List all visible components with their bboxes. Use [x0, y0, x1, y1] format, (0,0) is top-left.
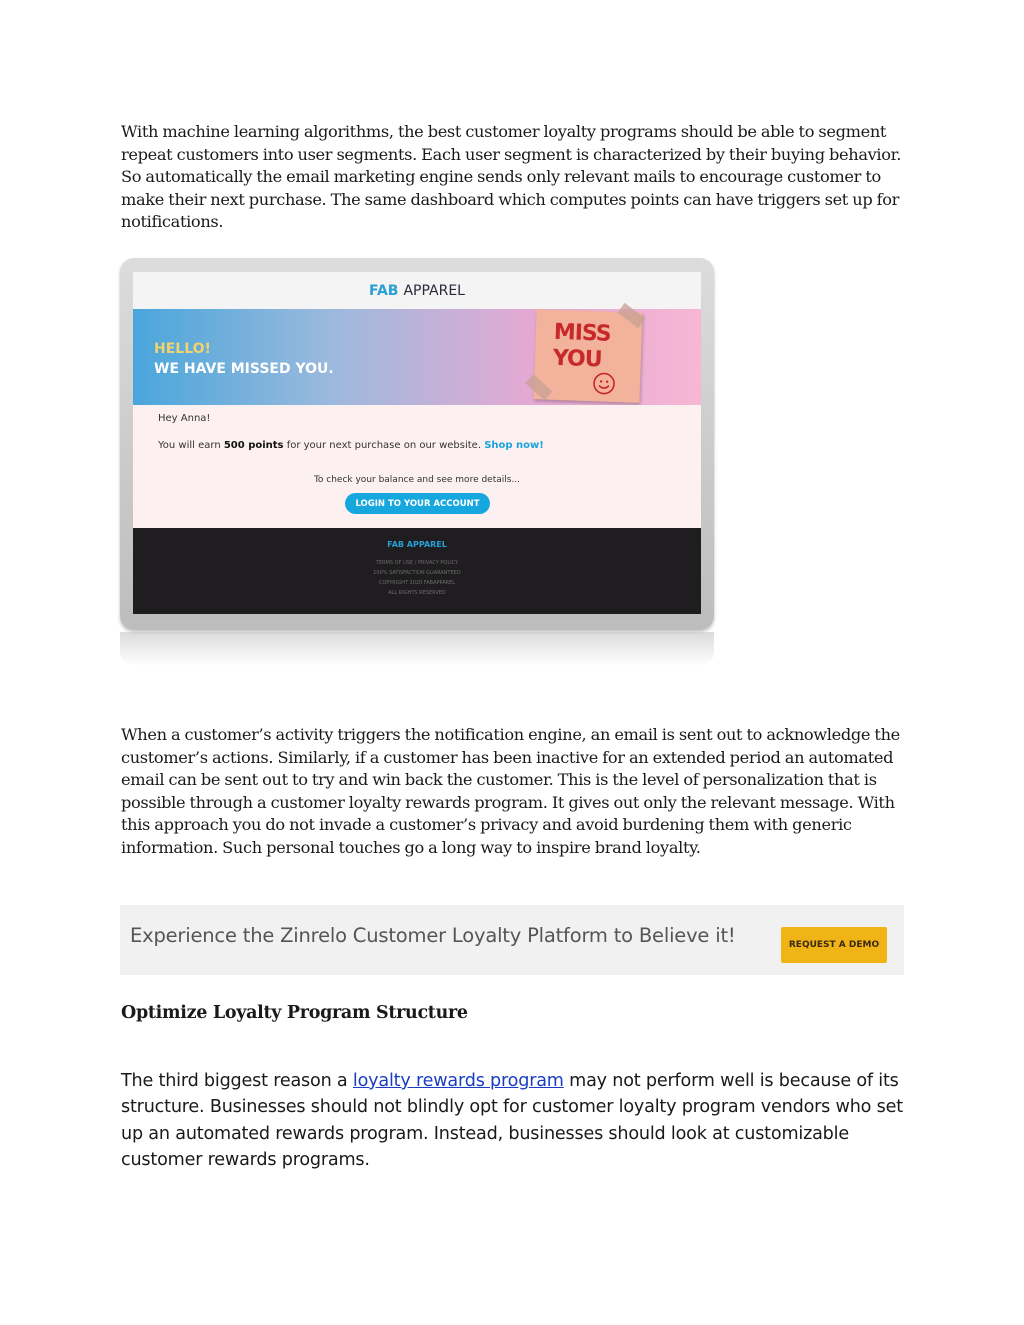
brand-fab: FAB [369, 282, 399, 299]
footer-line: TERMS OF USE / PRIVACY POLICY [375, 560, 459, 566]
structure-paragraph [121, 1068, 911, 1173]
notification-paragraph: When a customer’s activity triggers the notification engine, an email is sent out to acknowledge the customer’s actions. Similarly, if a customer has been inactive for an extended period an automated email can be sent out to try and win back the customer. This is the level of personalization that is possible through a customer loyalty rewards program. It gives out only the relevant message. With this approach you do not invade a customer’s privacy and avoid burdening them with generic information. Such personal touches go a long way to inspire brand loyalty. [121, 725, 900, 857]
email-body [133, 405, 701, 528]
footer-brand: FAB APPAREL [387, 540, 447, 549]
login-account-button[interactable]: LOGIN TO YOUR ACCOUNT [345, 493, 490, 514]
p3-after-link: may not perform well is because of its structure. Businesses should not blindly opt for customer loyalty program vendors who set up an automated rewards program. Instead, businesses should look at customizable customer rewards programs. [121, 1071, 903, 1170]
footer-line: 100% SATISFACTION GUARANTEED [373, 570, 461, 576]
smiley-icon [592, 371, 617, 396]
hello-heading [154, 339, 334, 379]
earn-suffix: for your next purchase on our website. [283, 440, 485, 451]
cta-banner[interactable] [120, 905, 904, 975]
greeting: Hey Anna! [158, 413, 211, 424]
loyalty-rewards-program-link[interactable]: loyalty rewards program [352, 1071, 564, 1091]
brand-apparel: APPAREL [403, 282, 465, 299]
miss-you-sticky-note [533, 309, 642, 403]
earn-points: 500 points [223, 440, 284, 451]
email-mockup-frame [120, 258, 714, 630]
hello-line-1: HELLO! [154, 341, 211, 357]
earn-points-text [158, 440, 544, 451]
email-banner [133, 309, 701, 405]
footer-line: COPYRIGHT 2020 FABAPPAREL [378, 580, 456, 586]
section-heading: Optimize Loyalty Program Structure [121, 1003, 468, 1023]
footer-line: ALL RIGHTS RESERVED [388, 590, 446, 596]
cta-text: Experience the Zinrelo Customer Loyalty Platform to Believe it! [130, 924, 736, 947]
note-text [552, 320, 611, 374]
earn-prefix: You will earn [158, 440, 224, 451]
note-line-1: MISS [553, 319, 611, 347]
email-brand-header [133, 272, 701, 309]
hello-line-2: WE HAVE MISSED YOU. [154, 361, 334, 377]
frame-reflection [120, 632, 714, 666]
intro-paragraph: With machine learning algorithms, the best customer loyalty programs should be able to segment repeat customers into user segments. Each user segment is characterized by their buying behavior. So automatically the email marketing engine sends only relevant mails to encourage customer to make their next purchase. The same dashboard which computes points can have triggers set up for notifications. [121, 122, 902, 232]
check-balance-text: To check your balance and see more details... [313, 475, 521, 485]
request-demo-button[interactable]: REQUEST A DEMO [781, 927, 887, 963]
email-footer [133, 528, 701, 614]
email-screen [133, 272, 701, 614]
shop-now-link[interactable]: Shop now! [484, 440, 544, 451]
p3-before-link: The third biggest reason a [121, 1071, 353, 1091]
note-line-2: YOU [552, 345, 603, 373]
